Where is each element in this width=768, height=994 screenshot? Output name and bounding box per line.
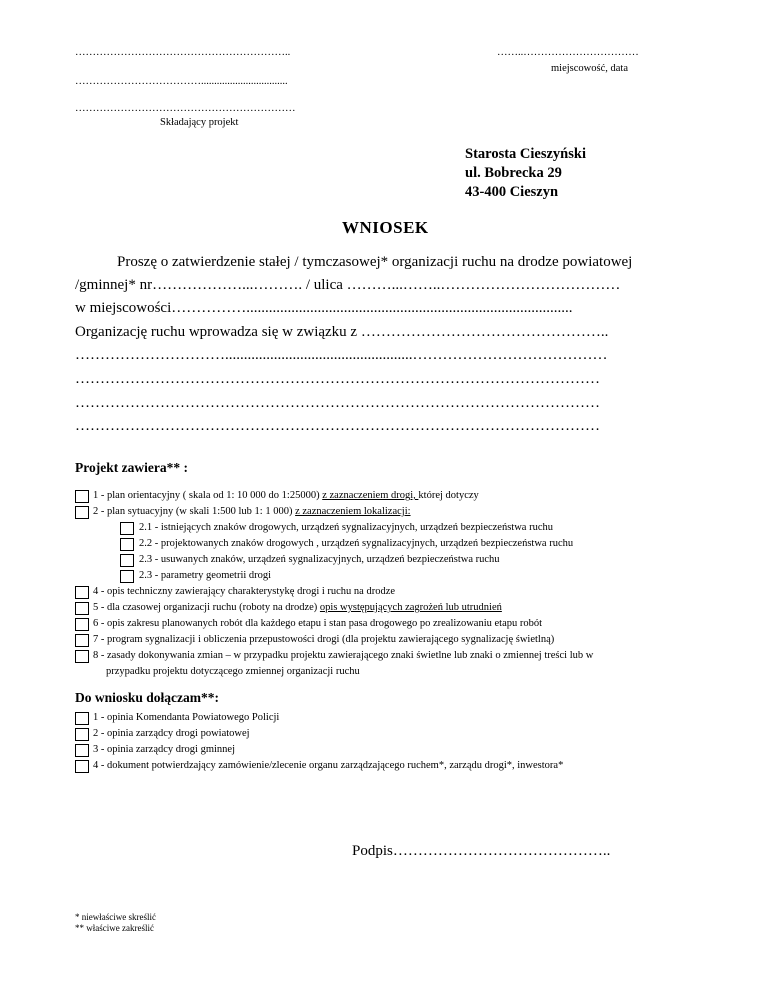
checkbox-attachment-2[interactable] <box>75 728 89 741</box>
project-sub-2-1: 2.1 - istniejących znaków drogowych, urządzeń sygnalizacyjnych, urządzeń bezpieczeństwa ruchu <box>139 522 553 533</box>
project-item-6: 6 - opis zakresu planowanych robót dla każdego etapu i stan pasa drogowego po zrealizowaniu etapu robót <box>93 618 543 629</box>
checkbox-project-7[interactable] <box>75 634 89 647</box>
signature-line: Podpis…………………………………….. <box>352 843 611 859</box>
checkbox-project-1[interactable] <box>75 490 89 503</box>
body-line-5: …………………………..................................................………………………………… <box>75 347 608 363</box>
checkbox-project-2[interactable] <box>75 506 89 519</box>
checkbox-project-5[interactable] <box>75 602 89 615</box>
applicant-line-1: …………………………………………………….. <box>75 47 291 58</box>
body-line-1: Proszę o zatwierdzenie stałej / tymczasowej* organizacji ruchu na drodze powiatowej <box>117 254 633 270</box>
project-item-8-cont: przypadku projektu dotyczącego zmiennej organizacji ruchu <box>106 666 360 677</box>
footnote-1: * niewłaściwe skreślić <box>75 912 156 922</box>
place-date-line: ……..…………………………… <box>497 47 639 58</box>
recipient-city: 43-400 Cieszyn <box>465 184 559 200</box>
body-line-2: /gminnej* nr………………...………. / ulica ………...……..……………………………… <box>75 277 621 293</box>
body-line-6: …………………………………………………………………………………………… <box>75 371 600 387</box>
place-date-label: miejscowość, data <box>551 63 628 74</box>
project-sub-2-3: 2.3 - usuwanych znaków, urządzeń sygnalizacyjnych, urządzeń bezpieczeństwa ruchu <box>139 554 500 565</box>
project-item-8: 8 - zasady dokonywania zmian – w przypadku projektu zawierającego znaki świetlne lub znaki o zmiennej treści lub w <box>93 650 594 661</box>
checkbox-project-6[interactable] <box>75 618 89 631</box>
checkbox-attachment-4[interactable] <box>75 760 89 773</box>
attachment-item-1: 1 - opinia Komendanta Powiatowego Policji <box>93 712 280 723</box>
checkbox-attachment-1[interactable] <box>75 712 89 725</box>
applicant-line-3: ……………………………………………………… <box>75 103 296 114</box>
applicant-label: Składający projekt <box>160 117 239 128</box>
recipient-street: ul. Bobrecka 29 <box>465 165 562 181</box>
body-line-8: …………………………………………………………………………………………… <box>75 418 600 434</box>
body-line-4: Organizację ruchu wprowadza się w związku z ………………………………………….. <box>75 324 609 340</box>
checkbox-attachment-3[interactable] <box>75 744 89 757</box>
recipient-address <box>465 145 586 202</box>
project-sub-2-4: 2.3 - parametry geometrii drogi <box>139 570 272 581</box>
project-item-7: 7 - program sygnalizacji i obliczenia przepustowości drogi (dla projektu zawierającego sygnalizację świetlną) <box>93 634 555 645</box>
applicant-line-2: ………………………………................................. <box>75 76 288 87</box>
project-item-1: 1 - plan orientacyjny ( skala od 1: 10 000 do 1:25000) z zaznaczeniem drogi, której dotyczy <box>93 490 479 501</box>
checkbox-project-2-1[interactable] <box>120 522 134 535</box>
attachment-item-3: 3 - opinia zarządcy drogi gminnej <box>93 744 235 755</box>
project-item-4: 4 - opis techniczny zawierający charakterystykę drogi i ruchu na drodze <box>93 586 396 597</box>
attachments-heading: Do wniosku dołączam**: <box>75 690 220 705</box>
project-heading: Projekt zawiera** : <box>75 460 188 475</box>
checkbox-project-8[interactable] <box>75 650 89 663</box>
attachment-item-2: 2 - opinia zarządcy drogi powiatowej <box>93 728 250 739</box>
document-title: WNIOSEK <box>342 218 429 237</box>
checkbox-project-4[interactable] <box>75 586 89 599</box>
body-line-7: …………………………………………………………………………………………… <box>75 395 600 411</box>
body-line-3: w miejscowości……………....................................................................................... <box>75 300 573 316</box>
project-item-2: 2 - plan sytuacyjny (w skali 1:500 lub 1: 1 000) z zaznaczeniem lokalizacji: <box>93 506 411 517</box>
checkbox-project-2-2[interactable] <box>120 538 134 551</box>
footnote-2: ** właściwe zakreślić <box>75 923 154 933</box>
checkbox-project-2-4[interactable] <box>120 570 134 583</box>
recipient-name: Starosta Cieszyński <box>465 146 586 162</box>
attachment-item-4: 4 - dokument potwierdzający zamówienie/zlecenie organu zarządzającego ruchem*, zarządu drogi*, inwestora* <box>93 760 564 771</box>
checkbox-project-2-3[interactable] <box>120 554 134 567</box>
project-sub-2-2: 2.2 - projektowanych znaków drogowych , urządzeń sygnalizacyjnych, urządzeń bezpieczeństwa ruchu <box>139 538 574 549</box>
project-item-5: 5 - dla czasowej organizacji ruchu (roboty na drodze) opis występujących zagrożeń lub utrudnień <box>93 602 502 613</box>
